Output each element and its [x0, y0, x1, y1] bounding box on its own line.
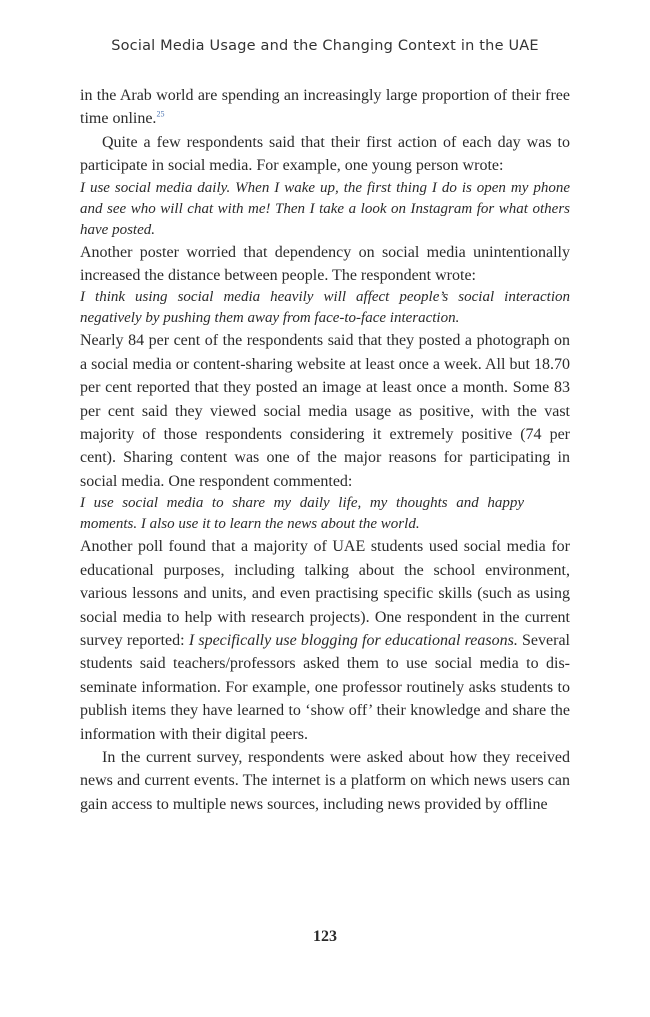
- paragraph-6: In the current survey, respondents were asked about how they received news and current events. The internet is a platform on which news users can gain access to multiple news sources, including news provided by offline: [80, 748, 570, 813]
- paragraph-3: Another poster worried that dependency on social media unintentionally increased the distance between people. The respondent wrote:: [80, 243, 570, 285]
- page-number: 123: [313, 928, 337, 945]
- paragraph-1: [80, 84, 570, 131]
- paragraph-1-text: in the Arab world are spending an increasingly large proportion of their free time online.: [80, 87, 570, 128]
- footnote-reference[interactable]: 25: [156, 110, 165, 120]
- paragraph-5-text-b: Several students said teachers/professors asked them to use social media to disseminate information. For example, one professor routinely asks students to publish items they have learned to ‘show off’ their knowledge and share the information with their digital peers.: [80, 631, 571, 743]
- paragraph-5-italic-quote: I specifically use blogging for educational reasons.: [188, 631, 518, 649]
- block-quote-1: I use social media daily. When I wake up, the first thing I do is open my phone and see who will chat with me! Then I take a look on Instagram for what others have posted.: [80, 179, 570, 238]
- block-quote-3: I use social media to share my daily life, my thoughts and happy moments. I also use it to learn the news about the world.: [80, 495, 524, 533]
- paragraph-4: Nearly 84 per cent of the respondents said that they posted a photograph on a social media or content-sharing website at least once a week. All but 18.70 per cent reported that they posted an image at least once a month. Some 83 per cent said they viewed social media usage as positive, with the vast majority of those respondents considering it extremely positive (74 per cent). Sharing content was one of the major reasons for participating in social media. One respondent commented:: [80, 332, 570, 490]
- paragraph-2: Quite a few respondents said that their first action of each day was to participate in social media. For example, one young person wrote:: [80, 133, 570, 175]
- block-quote-2: I think using social media heavily will affect people’s social interaction negatively by pushing them away from face-to-face interaction.: [80, 289, 570, 327]
- body-text: [80, 84, 570, 816]
- paragraph-5: [80, 535, 570, 746]
- paragraph-5-text-a: Another poll found that a majority of UAE students used social media for educational purposes, including talking about the school environment, various lessons and units, and even practising specific skills (such as using social media to help with research projects). One respondent in the current survey reported:: [80, 538, 570, 649]
- running-head: Social Media Usage and the Changing Context in the UAE: [111, 38, 539, 54]
